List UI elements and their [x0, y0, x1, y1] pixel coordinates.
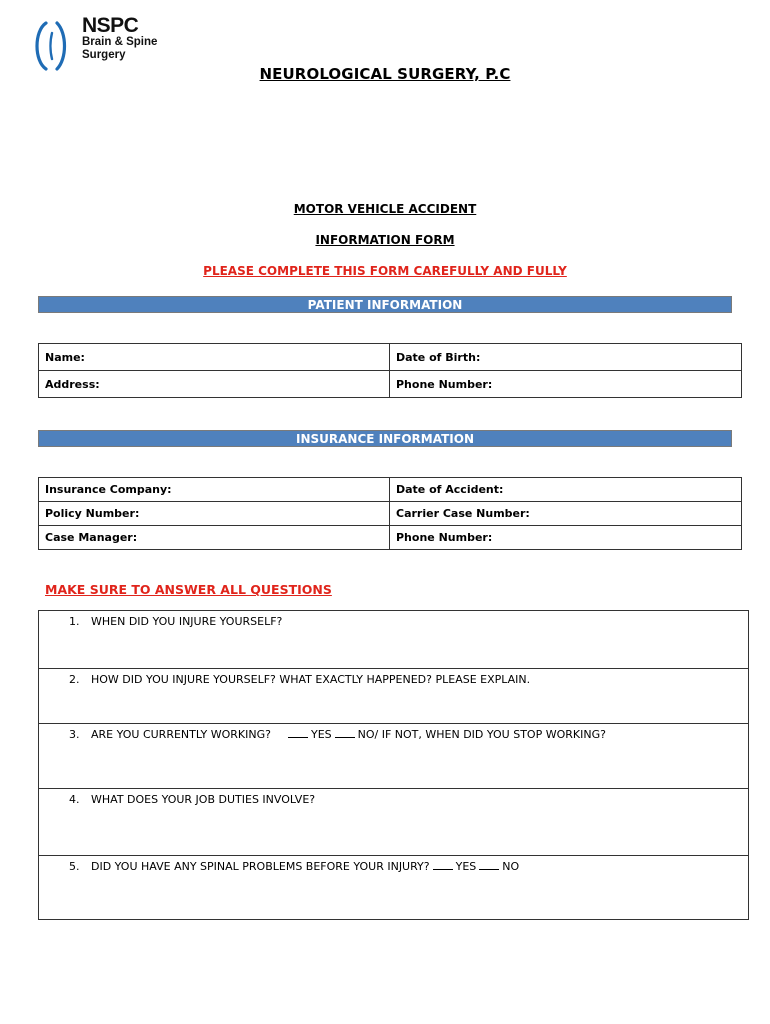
insurance-company-field[interactable]: Insurance Company:	[39, 478, 390, 502]
question-4-number: 4.	[69, 793, 80, 806]
address-field[interactable]: Address:	[39, 371, 390, 398]
question-5[interactable]	[39, 856, 748, 920]
question-2-text: HOW DID YOU INJURE YOURSELF? WHAT EXACTLY HAPPENED? PLEASE EXPLAIN.	[91, 673, 531, 686]
insurance-info-heading: INSURANCE INFORMATION	[38, 430, 732, 447]
q3-no-blank[interactable]	[335, 728, 355, 738]
questions-heading: MAKE SURE TO ANSWER ALL QUESTIONS	[45, 582, 332, 597]
logo-line-2: Brain & Spine	[82, 36, 158, 48]
patient-info-table	[38, 343, 742, 398]
q3-yes-blank[interactable]	[288, 728, 308, 738]
insurance-phone-field[interactable]: Phone Number:	[390, 526, 742, 550]
patient-phone-field[interactable]: Phone Number:	[390, 371, 742, 398]
form-title-line-1: MOTOR VEHICLE ACCIDENT	[293, 202, 477, 216]
question-1-text: WHEN DID YOU INJURE YOURSELF?	[91, 615, 283, 628]
carrier-case-number-field[interactable]: Carrier Case Number:	[390, 502, 742, 526]
logo-line-1: NSPC	[82, 14, 139, 37]
form-instruction: PLEASE COMPLETE THIS FORM CAREFULLY AND FULLY	[203, 264, 567, 278]
accident-date-field[interactable]: Date of Accident:	[390, 478, 742, 502]
q3-yes-label: YES	[310, 728, 332, 741]
question-3-text: ARE YOU CURRENTLY WORKING?	[91, 728, 271, 741]
q5-yes-blank[interactable]	[433, 860, 453, 870]
question-4[interactable]	[39, 789, 748, 856]
q5-no-label: NO	[502, 860, 520, 873]
q5-no-blank[interactable]	[479, 860, 499, 870]
patient-info-heading: PATIENT INFORMATION	[38, 296, 732, 313]
question-1-number: 1.	[69, 615, 80, 628]
question-3-number: 3.	[69, 728, 80, 741]
logo-text	[82, 15, 157, 61]
form-title-line-2: INFORMATION FORM	[315, 233, 455, 247]
q3-no-label: NO/ IF NOT, WHEN DID YOU STOP WORKING?	[357, 728, 606, 741]
question-4-text: WHAT DOES YOUR JOB DUTIES INVOLVE?	[91, 793, 316, 806]
question-1[interactable]	[39, 611, 748, 669]
name-field[interactable]: Name:	[39, 344, 390, 371]
question-2[interactable]	[39, 669, 748, 724]
question-2-number: 2.	[69, 673, 80, 686]
q5-yes-label: YES	[455, 860, 477, 873]
insurance-info-table	[38, 477, 742, 550]
dob-field[interactable]: Date of Birth:	[390, 344, 742, 371]
question-5-text: DID YOU HAVE ANY SPINAL PROBLEMS BEFORE YOUR INJURY?	[91, 860, 430, 873]
policy-number-field[interactable]: Policy Number:	[39, 502, 390, 526]
questions-table	[38, 610, 749, 920]
practice-title: NEUROLOGICAL SURGERY, P.C	[259, 65, 511, 83]
question-3[interactable]	[39, 724, 748, 789]
case-manager-field[interactable]: Case Manager:	[39, 526, 390, 550]
question-5-number: 5.	[69, 860, 80, 873]
logo-line-3: Surgery	[82, 48, 126, 61]
